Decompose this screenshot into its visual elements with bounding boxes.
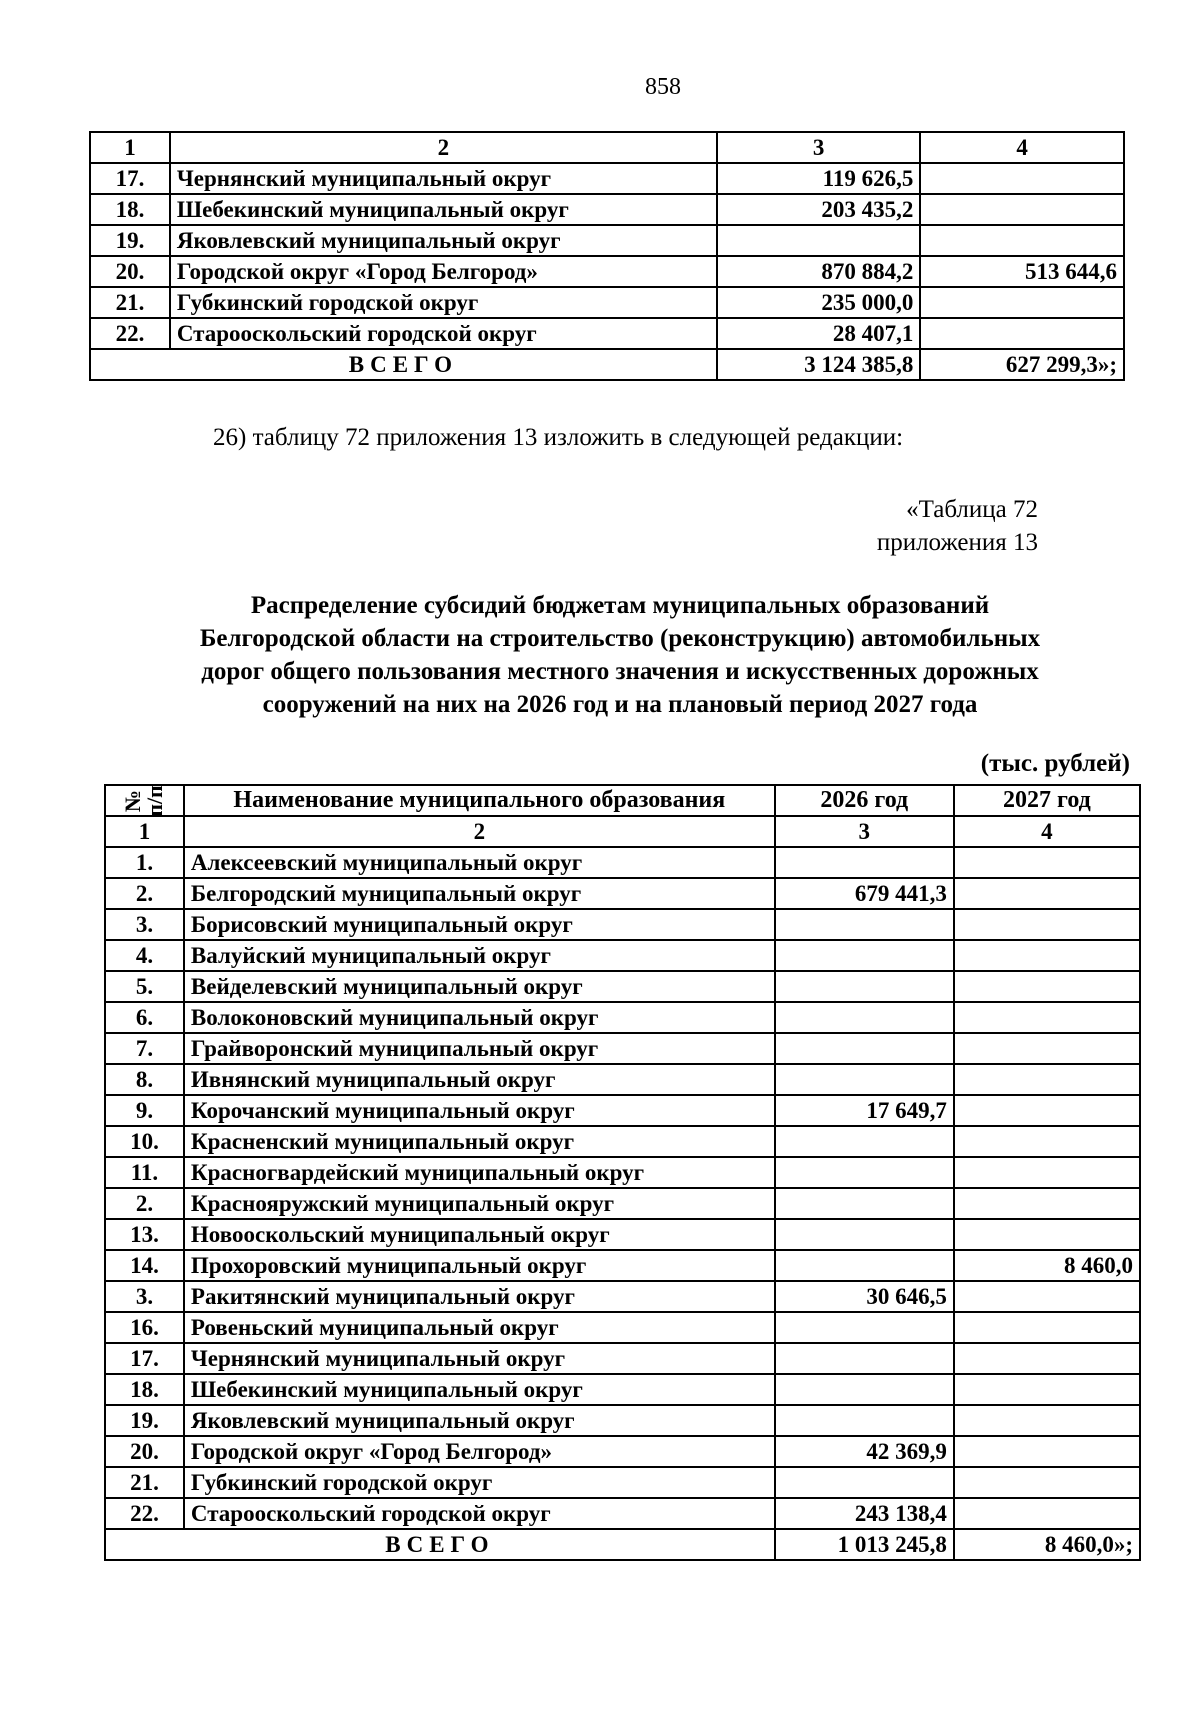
row-value-2027	[954, 1281, 1140, 1312]
row-value-2027	[954, 971, 1140, 1002]
table-header-row	[105, 785, 1140, 816]
row-value-2027	[954, 909, 1140, 940]
row-value-2026	[717, 225, 921, 256]
table-row	[90, 318, 1124, 349]
row-name: Ивнянский муниципальный округ	[184, 1064, 775, 1095]
table-row	[105, 1312, 1140, 1343]
header-number-line-2: п/п	[142, 784, 168, 817]
header-2026: 2026 год	[775, 785, 954, 816]
row-name: Корочанский муниципальный округ	[184, 1095, 775, 1126]
row-number: 3.	[105, 1281, 184, 1312]
row-name: Валуйский муниципальный округ	[184, 940, 775, 971]
row-number: 18.	[90, 194, 170, 225]
row-value-2026	[775, 1033, 954, 1064]
subsidy-table	[104, 784, 1141, 1561]
row-value-2026	[775, 1467, 954, 1498]
row-number: 2.	[105, 878, 184, 909]
table-row	[105, 1126, 1140, 1157]
row-number: 4.	[105, 940, 184, 971]
row-number: 8.	[105, 1064, 184, 1095]
row-number: 6.	[105, 1002, 184, 1033]
row-name: Старооскольский городской округ	[184, 1498, 775, 1529]
row-name: Яковлевский муниципальный округ	[170, 225, 717, 256]
table-row	[105, 1343, 1140, 1374]
row-value-2026	[775, 1219, 954, 1250]
column-number-4: 4	[920, 132, 1124, 163]
row-name: Старооскольский городской округ	[170, 318, 717, 349]
row-value-2026: 28 407,1	[717, 318, 921, 349]
row-number: 21.	[105, 1467, 184, 1498]
table-row	[105, 1188, 1140, 1219]
row-value-2026: 870 884,2	[717, 256, 921, 287]
title-line-4: сооружений на них на 2026 год и на плановый период 2027 года	[262, 691, 978, 718]
row-value-2026	[775, 1405, 954, 1436]
row-number: 11.	[105, 1157, 184, 1188]
row-number: 9.	[105, 1095, 184, 1126]
column-numbers-row	[105, 816, 1140, 847]
caption-line-2: приложения 13	[876, 529, 1038, 556]
header-number-vertical	[122, 785, 166, 816]
row-value-2026	[775, 971, 954, 1002]
row-value-2026: 235 000,0	[717, 287, 921, 318]
row-number: 22.	[90, 318, 170, 349]
continued-table-body	[90, 132, 1124, 380]
row-value-2026: 203 435,2	[717, 194, 921, 225]
row-number: 19.	[105, 1405, 184, 1436]
row-number: 18.	[105, 1374, 184, 1405]
row-name: Вейделевский муниципальный округ	[184, 971, 775, 1002]
row-value-2027	[954, 1374, 1140, 1405]
continued-table	[89, 131, 1125, 381]
row-number: 2.	[105, 1188, 184, 1219]
header-number-line-1: №	[120, 789, 146, 812]
row-name: Прохоровский муниципальный округ	[184, 1250, 775, 1281]
row-number: 16.	[105, 1312, 184, 1343]
table-row	[105, 1064, 1140, 1095]
row-value-2027	[954, 1312, 1140, 1343]
row-value-2026	[775, 1126, 954, 1157]
row-value-2026	[775, 909, 954, 940]
row-value-2027	[954, 1188, 1140, 1219]
table-row	[105, 1374, 1140, 1405]
total-row	[105, 1529, 1140, 1560]
row-value-2027	[954, 1467, 1140, 1498]
row-name: Борисовский муниципальный округ	[184, 909, 775, 940]
table-row	[90, 256, 1124, 287]
row-value-2027	[954, 1405, 1140, 1436]
row-value-2027	[954, 1219, 1140, 1250]
total-value-2026: 3 124 385,8	[717, 349, 921, 380]
row-value-2026: 42 369,9	[775, 1436, 954, 1467]
row-name: Чернянский муниципальный округ	[184, 1343, 775, 1374]
row-number: 21.	[90, 287, 170, 318]
row-value-2027	[954, 940, 1140, 971]
row-name: Городской округ «Город Белгород»	[170, 256, 717, 287]
table-row	[105, 1002, 1140, 1033]
row-number: 10.	[105, 1126, 184, 1157]
row-name: Белгородский муниципальный округ	[184, 878, 775, 909]
row-number: 19.	[90, 225, 170, 256]
row-value-2027	[954, 1498, 1140, 1529]
row-value-2026: 17 649,7	[775, 1095, 954, 1126]
page-number: 858	[645, 74, 681, 100]
row-number: 7.	[105, 1033, 184, 1064]
title-line-3: дорог общего пользования местного значения и искусственных дорожных	[201, 658, 1039, 685]
row-value-2027	[954, 1436, 1140, 1467]
table-title	[100, 589, 1140, 721]
row-value-2026: 119 626,5	[717, 163, 921, 194]
row-value-2026	[775, 1312, 954, 1343]
row-value-2026: 243 138,4	[775, 1498, 954, 1529]
row-value-2027	[954, 1157, 1140, 1188]
row-value-2027	[954, 1343, 1140, 1374]
row-value-2026	[775, 1374, 954, 1405]
row-value-2027	[954, 847, 1140, 878]
table-row	[105, 1219, 1140, 1250]
row-value-2027	[954, 1126, 1140, 1157]
row-value-2027: 513 644,6	[920, 256, 1124, 287]
title-line-2: Белгородской области на строительство (реконструкцию) автомобильных	[199, 625, 1041, 652]
row-value-2026	[775, 1002, 954, 1033]
row-value-2027	[920, 194, 1124, 225]
table-row	[90, 225, 1124, 256]
caption-line-1: «Таблица 72	[906, 496, 1038, 523]
row-number: 5.	[105, 971, 184, 1002]
row-value-2026	[775, 940, 954, 971]
subsidy-table-body	[105, 785, 1140, 1560]
total-label: ВСЕГО	[105, 1529, 775, 1560]
row-name: Губкинский городской округ	[170, 287, 717, 318]
row-number: 17.	[105, 1343, 184, 1374]
row-value-2027	[954, 878, 1140, 909]
table-row	[90, 163, 1124, 194]
table-row	[105, 1467, 1140, 1498]
column-number-3: 3	[775, 816, 954, 847]
column-number-4: 4	[954, 816, 1140, 847]
units-label: (тыс. рублей)	[980, 750, 1130, 777]
row-name: Красненский муниципальный округ	[184, 1126, 775, 1157]
row-number: 1.	[105, 847, 184, 878]
instruction-text: 26) таблицу 72 приложения 13 изложить в следующей редакции:	[213, 424, 904, 451]
total-value-2026: 1 013 245,8	[775, 1529, 954, 1560]
total-label: ВСЕГО	[90, 349, 717, 380]
header-2027: 2027 год	[954, 785, 1140, 816]
table-row	[105, 1157, 1140, 1188]
header-number	[105, 785, 184, 816]
column-number-3: 3	[717, 132, 921, 163]
row-name: Ракитянский муниципальный округ	[184, 1281, 775, 1312]
row-number: 13.	[105, 1219, 184, 1250]
table-row	[105, 909, 1140, 940]
row-value-2026	[775, 1188, 954, 1219]
table-row	[105, 940, 1140, 971]
row-value-2026	[775, 1064, 954, 1095]
row-number: 20.	[105, 1436, 184, 1467]
row-value-2027	[954, 1064, 1140, 1095]
row-name: Губкинский городской округ	[184, 1467, 775, 1498]
row-value-2027	[954, 1033, 1140, 1064]
table-row	[105, 1281, 1140, 1312]
row-value-2026	[775, 1157, 954, 1188]
table-row	[105, 971, 1140, 1002]
column-number-1: 1	[105, 816, 184, 847]
row-value-2026	[775, 1250, 954, 1281]
total-value-2027: 627 299,3»;	[920, 349, 1124, 380]
row-number: 20.	[90, 256, 170, 287]
row-name: Краснояружский муниципальный округ	[184, 1188, 775, 1219]
title-line-1: Распределение субсидий бюджетам муниципальных образований	[250, 592, 990, 619]
table-header-row	[90, 132, 1124, 163]
row-name: Грайворонский муниципальный округ	[184, 1033, 775, 1064]
table-row	[105, 1405, 1140, 1436]
row-value-2027	[920, 287, 1124, 318]
total-row	[90, 349, 1124, 380]
row-number: 17.	[90, 163, 170, 194]
row-value-2027	[920, 225, 1124, 256]
row-name: Красногвардейский муниципальный округ	[184, 1157, 775, 1188]
row-name: Шебекинский муниципальный округ	[170, 194, 717, 225]
row-name: Алексеевский муниципальный округ	[184, 847, 775, 878]
table-row	[105, 1436, 1140, 1467]
table-row	[105, 1033, 1140, 1064]
column-number-2: 2	[184, 816, 775, 847]
row-value-2027	[954, 1095, 1140, 1126]
row-value-2027: 8 460,0	[954, 1250, 1140, 1281]
row-name: Новооскольский муниципальный округ	[184, 1219, 775, 1250]
row-value-2027	[920, 318, 1124, 349]
row-value-2026	[775, 847, 954, 878]
column-number-2: 2	[170, 132, 717, 163]
row-name: Волоконовский муниципальный округ	[184, 1002, 775, 1033]
row-number: 14.	[105, 1250, 184, 1281]
total-value-2027: 8 460,0»;	[954, 1529, 1140, 1560]
row-name: Шебекинский муниципальный округ	[184, 1374, 775, 1405]
row-value-2026	[775, 1343, 954, 1374]
header-name: Наименование муниципального образования	[184, 785, 775, 816]
row-name: Яковлевский муниципальный округ	[184, 1405, 775, 1436]
row-number: 22.	[105, 1498, 184, 1529]
table-caption	[877, 493, 1038, 559]
table-row	[105, 847, 1140, 878]
row-value-2027	[920, 163, 1124, 194]
row-name: Ровеньский муниципальный округ	[184, 1312, 775, 1343]
table-row	[105, 1498, 1140, 1529]
table-row	[105, 1250, 1140, 1281]
row-number: 3.	[105, 909, 184, 940]
row-name: Чернянский муниципальный округ	[170, 163, 717, 194]
table-row	[105, 878, 1140, 909]
row-value-2027	[954, 1002, 1140, 1033]
row-name: Городской округ «Город Белгород»	[184, 1436, 775, 1467]
table-row	[105, 1095, 1140, 1126]
table-row	[90, 287, 1124, 318]
column-number-1: 1	[90, 132, 170, 163]
table-row	[90, 194, 1124, 225]
row-value-2026: 679 441,3	[775, 878, 954, 909]
row-value-2026: 30 646,5	[775, 1281, 954, 1312]
